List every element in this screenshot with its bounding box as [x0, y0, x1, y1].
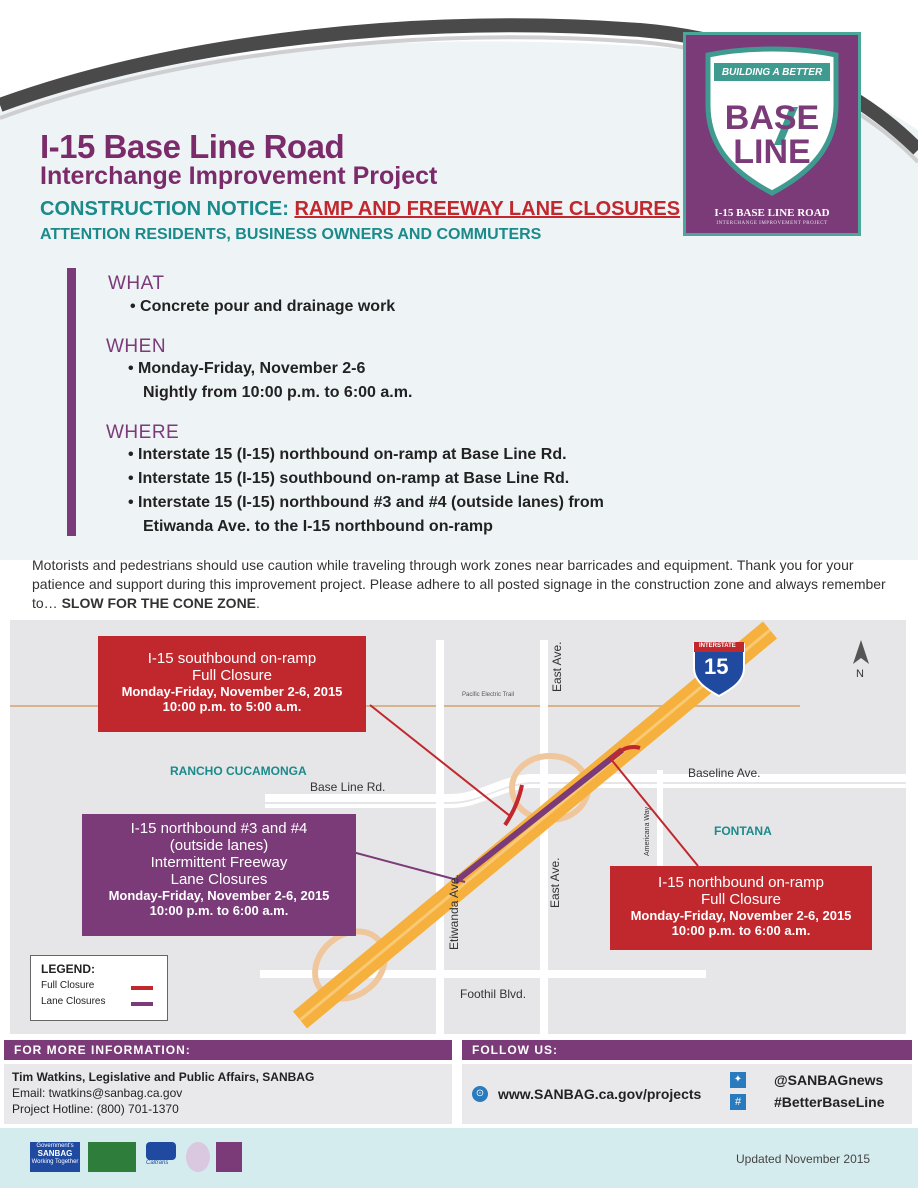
baseline-rd-label: Base Line Rd. — [310, 780, 386, 794]
north-arrow-icon — [853, 640, 869, 664]
hashtag-icon: # — [730, 1094, 746, 1110]
hashtag[interactable]: #BetterBaseLine — [774, 1094, 885, 1110]
americana-label: Americana Way — [644, 806, 651, 856]
etiwanda-label: Etiwanda Ave. — [447, 874, 461, 950]
project-logo — [683, 32, 861, 236]
sanbag-logo-line3: Working Together — [31, 1159, 79, 1165]
page-title: I-15 Base Line Road — [40, 128, 345, 165]
lanes-hours: 10:00 p.m. to 6:00 a.m. — [149, 903, 289, 918]
what-item: • Concrete pour and drainage work — [130, 298, 396, 315]
when-hours: Nightly from 10:00 p.m. to 6:00 a.m. — [143, 384, 413, 401]
caltrans-icon — [146, 1142, 176, 1160]
lanes-title: I-15 northbound #3 and #4 — [130, 820, 308, 837]
where-heading: WHERE — [106, 422, 180, 443]
sanbag-logo — [30, 1142, 80, 1172]
logo-banner: BUILDING A BETTER — [721, 67, 823, 78]
logo-word-base: BASE — [724, 99, 820, 137]
when-date: • Monday-Friday, November 2-6 — [128, 360, 366, 377]
rancho-label: RANCHO CUCAMONGA — [170, 764, 307, 778]
caltrans-label: Caltrans — [146, 1160, 169, 1166]
caltrans-logo — [146, 1142, 180, 1172]
sanbag-logo-line1: Government's — [36, 1143, 74, 1149]
southbound-hours: 10:00 p.m. to 5:00 a.m. — [162, 699, 302, 714]
legend-title: LEGEND: — [41, 962, 95, 976]
foothill-road — [260, 970, 706, 978]
northbound-dates: Monday-Friday, November 2-6, 2015 — [630, 908, 852, 923]
follow-us-heading: FOLLOW US: — [462, 1040, 912, 1060]
follow-us-box — [462, 1064, 912, 1124]
north-label: N — [856, 668, 864, 680]
where-item-continued: Etiwanda Ave. to the I-15 northbound on-ramp — [143, 518, 493, 535]
more-info-panel — [4, 1040, 452, 1124]
east-ave-bottom-label: East Ave. — [548, 857, 562, 908]
legend-lane-swatch — [131, 1002, 153, 1006]
southbound-dates: Monday-Friday, November 2-6, 2015 — [121, 684, 343, 699]
contact-hotline[interactable]: Project Hotline: (800) 701-1370 — [12, 1102, 179, 1116]
follow-us-panel — [462, 1040, 912, 1124]
lanes-subtitle-2: Intermittent Freeway — [150, 854, 288, 871]
website-link[interactable]: www.SANBAG.ca.gov/projects — [498, 1086, 702, 1102]
advisory-text: Motorists and pedestrians should use caution while traveling through work zones near barricades and equipment. Thank you for your patience and support during this improvement project. Please adhere to all posted signage in the construction zone and always remember to… — [32, 557, 886, 611]
twitter-handle[interactable]: @SANBAGnews — [774, 1072, 884, 1088]
attention-line: ATTENTION RESIDENTS, BUSINESS OWNERS AND COMMUTERS — [40, 226, 542, 243]
northbound-callout — [610, 866, 872, 950]
fontana-label: FONTANA — [714, 824, 772, 838]
city-seal-icon — [186, 1142, 210, 1172]
advisory-paragraph — [32, 556, 892, 613]
southbound-callout — [98, 636, 366, 732]
more-info-heading: FOR MORE INFORMATION: — [4, 1040, 452, 1060]
southbound-subtitle: Full Closure — [191, 667, 273, 684]
where-item: • Interstate 15 (I-15) northbound #3 and #4 (outside lanes) from — [128, 494, 604, 511]
where-item: • Interstate 15 (I-15) southbound on-ramp at Base Line Rd. — [128, 470, 570, 487]
northbound-subtitle: Full Closure — [700, 891, 782, 908]
where-item: • Interstate 15 (I-15) northbound on-ramp at Base Line Rd. — [128, 446, 567, 463]
notice-value: RAMP AND FREEWAY LANE CLOSURES — [294, 198, 681, 220]
foothill-label: Foothil Blvd. — [460, 987, 527, 1001]
advisory-end: . — [256, 595, 260, 611]
legend-lane-label: Lane Closures — [41, 996, 106, 1007]
shield-label: INTERSTATE — [699, 643, 736, 649]
transportation-logo — [88, 1142, 136, 1172]
shield-number: 15 — [704, 654, 729, 679]
legend-full-label: Full Closure — [41, 980, 95, 991]
page-subtitle: Interchange Improvement Project — [40, 162, 438, 190]
baseline-ave-label: Baseline Ave. — [688, 766, 761, 780]
pacific-trail-label: Pacific Electric Trail — [462, 692, 515, 698]
info-accent-bar — [67, 268, 76, 536]
baseline-small-logo — [216, 1142, 242, 1172]
logo-caption: I-15 BASE LINE ROAD — [714, 207, 830, 219]
legend-full-swatch — [131, 986, 153, 990]
sanbag-logo-line2: SANBAG — [37, 1149, 73, 1158]
lane-closure-segment — [455, 750, 622, 882]
northbound-hours: 10:00 p.m. to 6:00 a.m. — [671, 923, 811, 938]
contact-email[interactable]: Email: twatkins@sanbag.ca.gov — [12, 1086, 183, 1100]
map-legend — [30, 955, 168, 1021]
lanes-subtitle-3: Lane Closures — [170, 871, 268, 888]
logo-subcaption: INTERCHANGE IMPROVEMENT PROJECT — [716, 221, 828, 226]
southbound-title: I-15 southbound on-ramp — [147, 650, 317, 667]
construction-notice — [40, 198, 680, 221]
notice-label: CONSTRUCTION NOTICE: — [40, 198, 289, 220]
what-heading: WHAT — [108, 273, 165, 294]
cone-zone-emphasis: SLOW FOR THE CONE ZONE — [61, 595, 257, 611]
i15-median — [300, 630, 770, 1020]
contact-name: Tim Watkins, Legislative and Public Affairs, SANBAG — [12, 1070, 315, 1084]
lanes-callout — [82, 814, 356, 936]
lanes-dates: Monday-Friday, November 2-6, 2015 — [108, 888, 330, 903]
logo-word-line: LINE — [733, 133, 811, 171]
northbound-title: I-15 northbound on-ramp — [658, 874, 824, 891]
when-heading: WHEN — [106, 336, 167, 357]
twitter-icon: ✦ — [730, 1072, 746, 1088]
lanes-subtitle: (outside lanes) — [169, 837, 269, 854]
east-ave-top-label: East Ave. — [550, 641, 564, 692]
updated-date: Updated November 2015 — [736, 1152, 871, 1166]
more-info-box — [4, 1064, 452, 1124]
web-icon: ⊙ — [472, 1086, 488, 1102]
